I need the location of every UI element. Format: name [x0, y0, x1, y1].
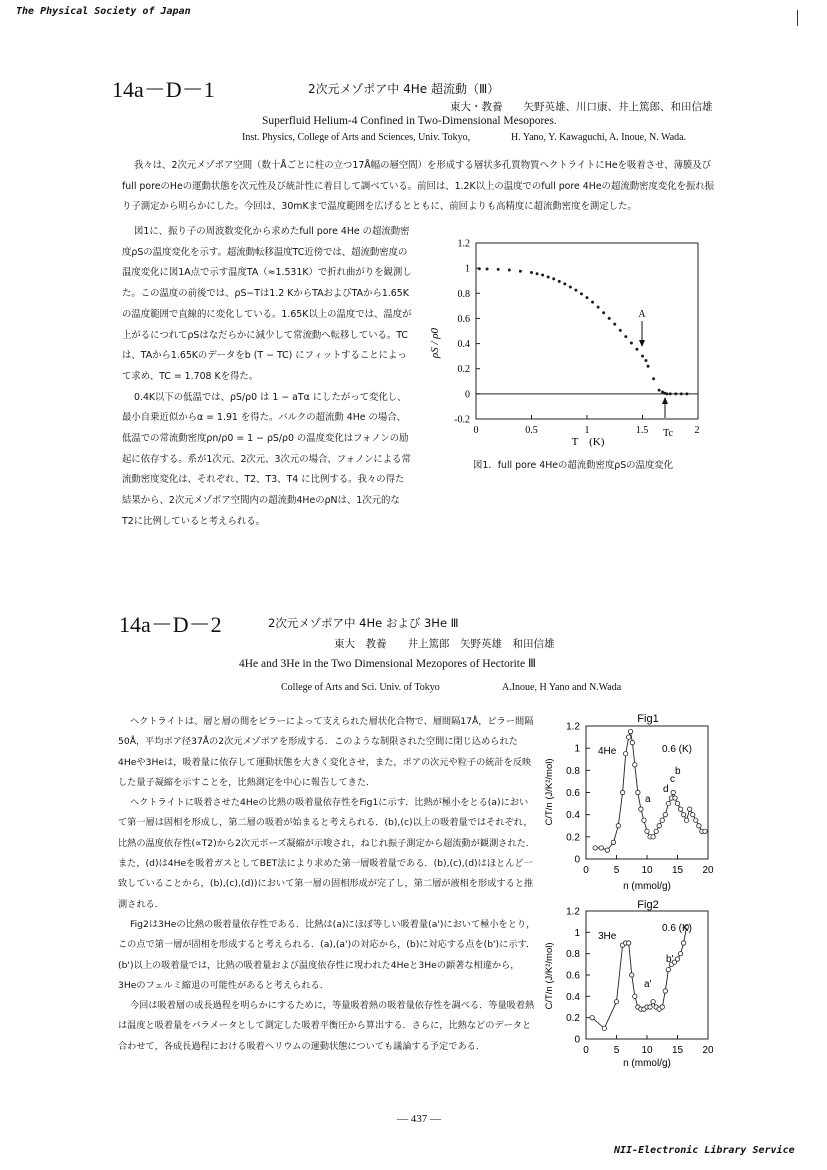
y-tick-label: 0 [465, 389, 470, 401]
data-point [641, 355, 643, 357]
fig1-chart [540, 708, 720, 894]
abstract1-affil-en: Inst. Physics, College of Arts and Sciences, Univ. Tokyo, [242, 132, 471, 143]
x-tick-label: 15 [671, 1045, 684, 1056]
abstract2-para3: Fig2は3Heの比熱の吸着量依存性である．比熱は(a)にほぼ等しい吸着量(a')において極小をとり，この点で第一層が固相を形成すると考えられる．(a),(a')の対応から，(b)に対応する点を(b')に示す．(b')以上の吸着量では，比熱の吸着量および温度依存性に現われた4Heと3Heの顕著な相違から，3Heのフェルミ縮退の可能性があると考えられる． [118, 918, 536, 991]
data-point [614, 323, 616, 325]
fig1-label-b: b [675, 766, 681, 777]
abstract2-title-ja: 2次元メゾポア中 4He および 3He Ⅲ [268, 616, 459, 630]
x-tick-label: 1.5 [635, 425, 649, 436]
data-point [639, 807, 643, 811]
x-tick-label: 0.5 [525, 425, 538, 436]
data-point [633, 763, 637, 767]
data-point [602, 1026, 606, 1030]
abstract1-code: 14a－D－1 [112, 77, 215, 102]
data-point [694, 818, 698, 822]
data-point [657, 824, 661, 828]
x-tick-label: 0 [583, 865, 589, 876]
y-tick-label: 0.6 [566, 788, 580, 799]
fig2-label-a-prime: a' [644, 979, 652, 990]
abstract2-para4: 今回は吸着層の成長過程を明らかにするために，等量吸着熱の吸着量依存性を調べる．等量吸着熱は温度と吸着量をパラメータとして測定した吸着平衡圧から算出する．さらに，比熱などのデータと合わせて，各成長過程における吸着ヘリウムの運動状態についても議論する予定である． [118, 1000, 535, 1052]
data-point [691, 812, 695, 816]
data-point [608, 317, 610, 319]
society-header: The Physical Society of Japan [16, 6, 191, 17]
y-tick-label: 0.2 [457, 364, 470, 376]
x-tick-label: 10 [641, 865, 653, 876]
y-tick-label: 0.4 [566, 810, 580, 822]
abstract1-title-en: Superfluid Helium-4 Confined in Two-Dimensional Mesopores. [262, 115, 557, 127]
data-point [625, 336, 627, 338]
y-tick-label: 1 [574, 927, 580, 939]
data-point [599, 846, 603, 850]
figure1-data-points [478, 268, 688, 395]
y-tick-label: 0.6 [566, 970, 580, 982]
abstract1-para1: 図1に、振り子の周波数変化から求めたfull pore 4He の超流動密度ρSの温度変化を示す。超流動転移温度TC近傍では、超流動密度の温度変化に図1A点で示す温度TA（≈1.531K）で折れ曲がりを観測した。この温度の前後では、ρS−Tは1.2 KからTAおよびTAから1.65Kの温度範囲で直線的に変化している。1.65K以上の温度では、温度が上がるにつれてρSはなだらかに減少して常流動へ転移している。TCは、TAから1.65Kのデータをb (T − TC) にフィットすることによって求め、TC = 1.708 Kを得た。 [122, 226, 412, 382]
data-point [660, 818, 664, 822]
figure1-caption: 図1．full pore 4Heの超流動密度ρSの温度変化 [473, 460, 674, 471]
x-tick-label: 10 [641, 1045, 653, 1056]
data-point [519, 270, 521, 272]
data-point [666, 801, 670, 805]
x-tick-label: 5 [613, 865, 620, 876]
x-tick-label: 1 [584, 425, 590, 436]
x-tick-label: 0 [583, 1045, 589, 1056]
data-point [642, 818, 646, 822]
y-tick-label: 0.4 [566, 991, 580, 1003]
y-tick-label: 1 [574, 743, 580, 755]
fig1-label-a: a [645, 794, 651, 805]
fig2-line [592, 927, 687, 1028]
y-tick-label: 0.8 [566, 949, 580, 961]
data-point [497, 268, 499, 270]
abstract1-authors-ja: 東大・教養 矢野英雄、川口康、井上篤郎、和田信雄 [450, 101, 713, 113]
x-tick-label: 20 [702, 1045, 714, 1056]
y-tick-label: 1 [465, 263, 470, 275]
fig2-y-label: C/T/n (J/K²/mol) [544, 942, 555, 1010]
fig1-temp: 0.6 (K) [662, 744, 693, 755]
data-point [675, 393, 677, 395]
data-point [580, 293, 582, 295]
abstract1-intro: 我々は、2次元メゾポア空間（数十Åごとに柱の立つ17Å幅の層空間）を形成する層状多孔質物質ヘクトライトにHeを吸着させ、薄膜及びfull poreのHeの運動状態を次元性及び統計性に着目して調べている。前回は、1.2K以上の温度でのfull pore 4Heの超流動密度変化を振れ振り子測定から明らかにした。今回は、30mKまで温度範囲を広げるとともに、前回よりも高精度に超流動密度を測定した。 [122, 160, 715, 213]
figure1-x-label: T (K) [571, 436, 605, 448]
data-point [569, 286, 571, 288]
abstract1-para2: 0.4K以下の低温では、ρS/ρ0 は 1 − aTα にしたがって変化し、最小自乗近似からα = 1.91 を得た。バルクの超流動 4He の場合、低温での常流動密度ρn/ρ0 = 1 − ρS/ρ0 の温度変化はフォノンの励起に依存する。系が1次元、2次元、3次元の場合、フォノンによる常流動密度変化は、それぞれ、T2、T3、T4 に比例する。我々の得た結果から、2次元メゾポア空間内の超流動4HeのρNは、1次元的な T2に比例していると考えられる。 [122, 391, 411, 527]
figure1-arrowhead-a [639, 340, 645, 347]
data-point [536, 273, 538, 275]
data-point [478, 268, 480, 270]
data-point [703, 829, 707, 833]
data-point [651, 999, 655, 1003]
data-point [666, 393, 668, 395]
page-number: — 437 — [397, 1113, 441, 1125]
edge-mark [797, 10, 798, 26]
fig2-chart [540, 896, 720, 1070]
x-tick-label: 20 [702, 865, 714, 876]
figure1-y-label: ρS / ρ0 [429, 327, 441, 359]
data-point [486, 268, 488, 270]
data-point [553, 278, 555, 280]
data-point [620, 790, 624, 794]
data-point [575, 289, 577, 291]
abstract1-body [122, 222, 412, 533]
y-tick-label: 0 [574, 854, 580, 866]
fig1-title: Fig1 [637, 713, 659, 725]
data-point [648, 1005, 652, 1009]
fig2-title: Fig2 [637, 899, 659, 911]
data-point [681, 812, 685, 816]
fig1-label-c: c [670, 774, 675, 785]
abstract2-authors-en: A.Inoue, H Yano and N.Wada [502, 682, 622, 693]
figure1-marker-a: A [638, 309, 646, 320]
fig1-y-label: C/T/n (J/K²/mol) [544, 758, 555, 826]
y-tick-label: 0.2 [566, 1013, 580, 1025]
data-point [651, 835, 655, 839]
y-tick-label: 1.2 [566, 721, 580, 733]
data-point [530, 271, 532, 273]
x-tick-label: 2 [694, 425, 700, 436]
data-point [636, 348, 638, 350]
y-tick-label: 0 [574, 1034, 580, 1046]
data-point [647, 365, 649, 367]
figure1-marker-tc: Tc [663, 428, 673, 439]
data-point [628, 729, 632, 733]
y-tick-label: -0.2 [454, 414, 470, 426]
y-tick-label: 1.2 [457, 238, 470, 250]
data-point [658, 389, 660, 391]
abstract1-authors-en: H. Yano, Y. Kawaguchi, A. Inoue, N. Wada. [511, 132, 687, 143]
data-point [597, 306, 599, 308]
data-point [605, 848, 609, 852]
y-tick-label: 0.4 [457, 339, 470, 351]
data-point [661, 391, 663, 393]
data-point [616, 824, 620, 828]
data-point [593, 846, 597, 850]
data-point [542, 274, 544, 276]
data-point [623, 752, 627, 756]
data-point [591, 301, 593, 303]
abstract2-body [118, 712, 536, 1057]
nii-footer: NII-Electronic Library Service [614, 1145, 795, 1156]
abstract2-para1: ヘクトライトは、層と層の間をピラーによって支えられた層状化合物で、層間隔17Å，ピラー間隔50Å，平均ポア径37Åの2次元メゾポアを形成する．このような制限された空間に閉じ込められた4Heや3Heは，吸着量に依存して運動状態を大きく変化させ，また，ポアの次元や粒子の統計を反映した量子凝縮を示すことを，比熱測定を中心に報告してきた． [118, 716, 534, 788]
data-point [630, 973, 634, 977]
data-point [680, 393, 682, 395]
data-point [627, 941, 631, 945]
data-point [666, 967, 670, 971]
data-point [673, 796, 677, 800]
data-point [508, 269, 510, 271]
figure1-chart [420, 228, 720, 448]
data-point [603, 312, 605, 314]
fig1-species: 4He [598, 746, 617, 757]
data-point [590, 1015, 594, 1019]
data-point [645, 829, 649, 833]
y-tick-label: 0.6 [457, 313, 470, 325]
x-tick-label: 0 [473, 425, 479, 436]
fig1-x-ticks [583, 855, 714, 876]
fig2-x-ticks [583, 1035, 714, 1056]
data-point [678, 951, 682, 955]
data-point [586, 297, 588, 299]
data-point [678, 807, 682, 811]
data-point [686, 393, 688, 395]
abstract2-code: 14a－D－2 [119, 612, 222, 637]
data-point [627, 735, 631, 739]
data-point [630, 740, 634, 744]
data-point [660, 1005, 664, 1009]
y-tick-label: 0.8 [457, 288, 470, 300]
data-point [645, 359, 647, 361]
data-point [564, 283, 566, 285]
abstract2-affil-en: College of Arts and Sci. Univ. of Tokyo [281, 682, 440, 693]
data-point [684, 818, 688, 822]
data-point [681, 941, 685, 945]
y-tick-label: 0.8 [566, 765, 580, 777]
x-tick-label: 5 [613, 1045, 620, 1056]
abstract2-authors-ja: 東大 教養 井上篤郎 矢野英雄 和田信雄 [334, 638, 555, 650]
data-point [558, 280, 560, 282]
data-point [688, 807, 692, 811]
data-point [614, 999, 618, 1003]
data-point [636, 790, 640, 794]
data-point [611, 840, 615, 844]
abstract2-title-en: 4He and 3He in the Two Dimensional Mezopores of Hectorite Ⅲ [239, 658, 536, 670]
data-point [630, 342, 632, 344]
data-point [654, 829, 658, 833]
data-point [669, 393, 671, 395]
data-point [663, 812, 667, 816]
data-point [547, 276, 549, 278]
fig2-label-b-prime: b' [666, 954, 674, 965]
x-tick-label: 15 [671, 865, 684, 876]
fig1-x-label: n (mmol/g) [623, 881, 671, 892]
fig2-x-label: n (mmol/g) [623, 1058, 671, 1069]
data-point [675, 957, 679, 961]
data-point [675, 801, 679, 805]
figure1-arrowhead-tc [662, 397, 668, 404]
data-point [619, 329, 621, 331]
y-tick-label: 1.2 [566, 906, 580, 918]
fig1-label-d: d [663, 784, 669, 795]
fig2-temp: 0.6 (K) [662, 923, 693, 934]
data-point [663, 989, 667, 993]
abstract1-title-ja: 2次元メゾポア中 4He 超流動（Ⅲ） [308, 82, 500, 96]
data-point [653, 378, 655, 380]
data-point [697, 824, 701, 828]
y-tick-label: 0.2 [566, 832, 580, 844]
abstract2-para2: ヘクトライトに吸着させた4Heの比熱の吸着量依存性をFig1に示す．比熱が極小をとる(a)において第一層は固相を形成し，第二層の吸着が始まると考えられる．(b),(c)以上の吸着量ではそれぞれ，比熱の温度依存性(∝T2)から2次元ボーズ凝縮が示唆され，ねじれ振子測定から超流動が観測された．また，(d)は4Heを吸着ガスとしてBET法により求めた第一層吸着量である．(b),(c),(d)はほとんど一致していることから，(b),(c),(d))において第一層の固相形成が完了し，第二層が液相を形成すると推測される． [118, 797, 535, 910]
data-point [671, 790, 675, 794]
fig2-species: 3He [598, 931, 617, 942]
data-point [633, 994, 637, 998]
